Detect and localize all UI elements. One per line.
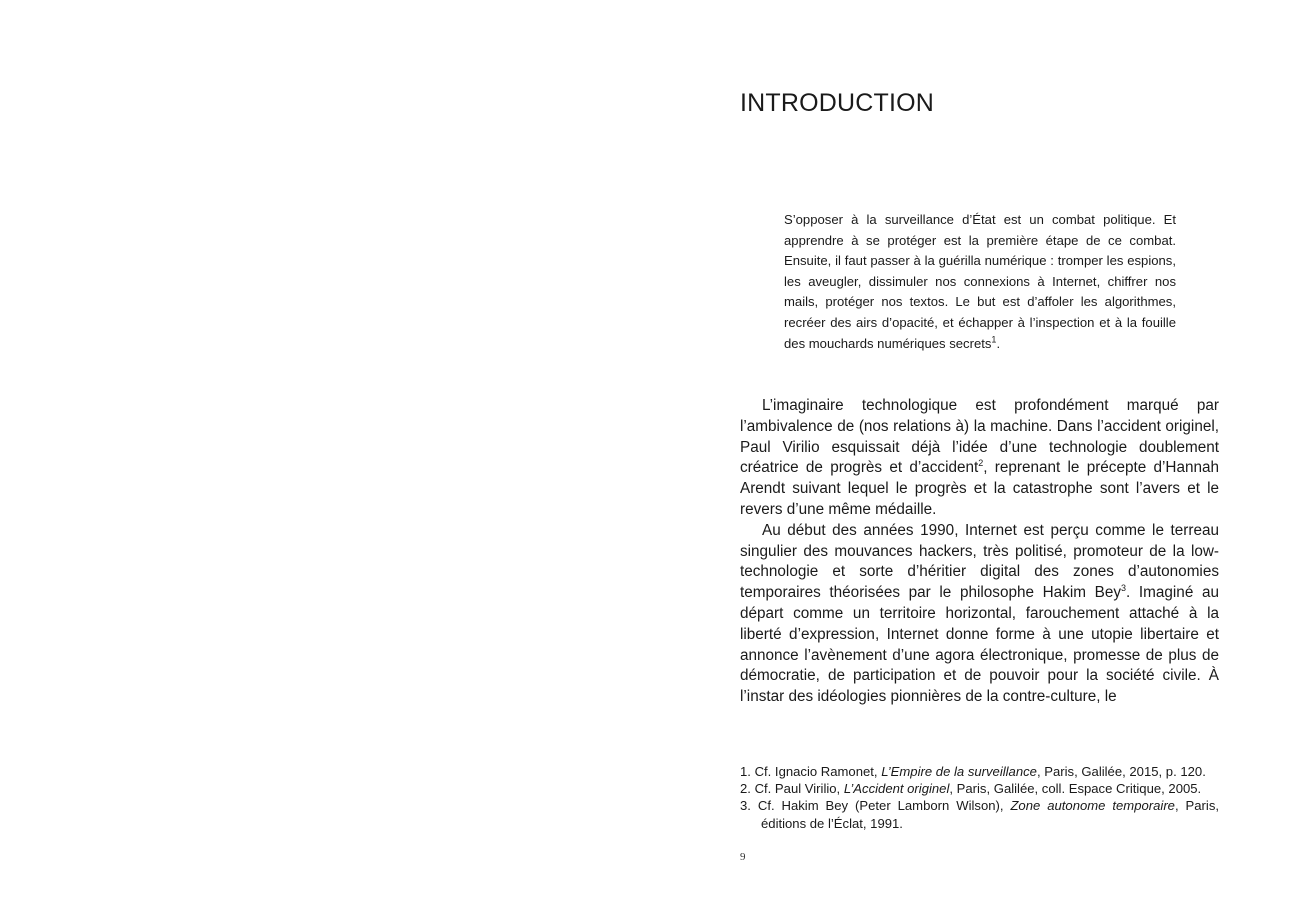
footnote-2 (740, 780, 1219, 797)
left-page-blank (0, 0, 652, 913)
chapter-title: INTRODUCTION (740, 89, 935, 117)
footnote-number: 2. (740, 781, 751, 797)
epigraph-text: S’opposer à la surveillance d’État est un combat politique. Et apprendre à se protéger est la première étape de ce combat. Ensuite, il faut passer à la guérilla numérique : tromper les espions, les aveugler, dissimuler nos connexions à Internet, chiffrer nos mails, protéger nos textos. Le but est d’affoler les algorithmes, recréer des airs d’opacité, et échapper à l’inspection et à la fouille des mouchards numériques secrets (784, 212, 1176, 351)
footnote-number: 1. (740, 764, 751, 779)
epigraph-quote (784, 210, 1176, 354)
footnote-title: L’Empire de la surveillance (881, 764, 1037, 779)
footnote-text: Cf. Ignacio Ramonet, (754, 764, 882, 779)
paragraph-1-text: L’imaginaire technologique est profondément marqué par l’ambivalence de (nos relations à) la machine. Dans l’accident originel, Paul Virilio esquissait déjà l’idée d’une technologie doublement créatrice de progrès et d’accident (740, 397, 1219, 477)
body-text (740, 396, 1219, 708)
footnote-3 (740, 797, 1219, 831)
paragraph-1 (740, 396, 1219, 521)
footnote-title: L’Accident originel (843, 781, 950, 797)
footnote-text: , Paris, Galilée, coll. Espace Critique, 2005. (949, 781, 1202, 797)
page-number: 9 (740, 851, 746, 863)
footnotes-list (740, 763, 1219, 832)
footnote-text: Cf. Paul Virilio, (754, 781, 844, 797)
footnote-ref-2: 2 (978, 458, 984, 469)
paragraph-2 (740, 521, 1219, 708)
footnote-text: , Paris, éditions de l’Éclat, 1991. (761, 798, 1220, 831)
footnote-title: Zone autonome temporaire (1010, 798, 1175, 814)
paragraph-2-text: Au début des années 1990, Internet est perçu comme le terreau singulier des mouvances hackers, très politisé, promoteur de la low-technologie et sorte d’héritier digital des zones d’autonomies temporaires théorisées par le philosophe Hakim Bey (740, 521, 1219, 602)
paragraph-2-text-cont: . Imaginé au départ comme un territoire horizontal, farouchement attaché à la liberté d’expression, Internet donne forme à une utopie libertaire et annonce l’avènement d’une agora électronique, promesse de plus de démocratie, de participation et de pouvoir pour la société civile. À l’instar des idéologies pionnières de la contre-culture, le (740, 584, 1219, 706)
footnote-number: 3. (740, 798, 751, 814)
footnote-text: , Paris, Galilée, 2015, p. 120. (1036, 764, 1206, 779)
paragraph-1-text-cont: , reprenant le précepte d’Hannah Arendt suivant lequel le progrès et la catastrophe sont l’avers et le revers d’une même médaille. (740, 459, 1219, 518)
epigraph-end: . (996, 335, 1001, 351)
footnote-1 (740, 763, 1219, 780)
footnote-text: Cf. Hakim Bey (Peter Lamborn Wilson), (757, 798, 1011, 814)
footnote-ref-3: 3 (1120, 583, 1126, 594)
epigraph-footnote-ref: 1 (991, 334, 997, 345)
